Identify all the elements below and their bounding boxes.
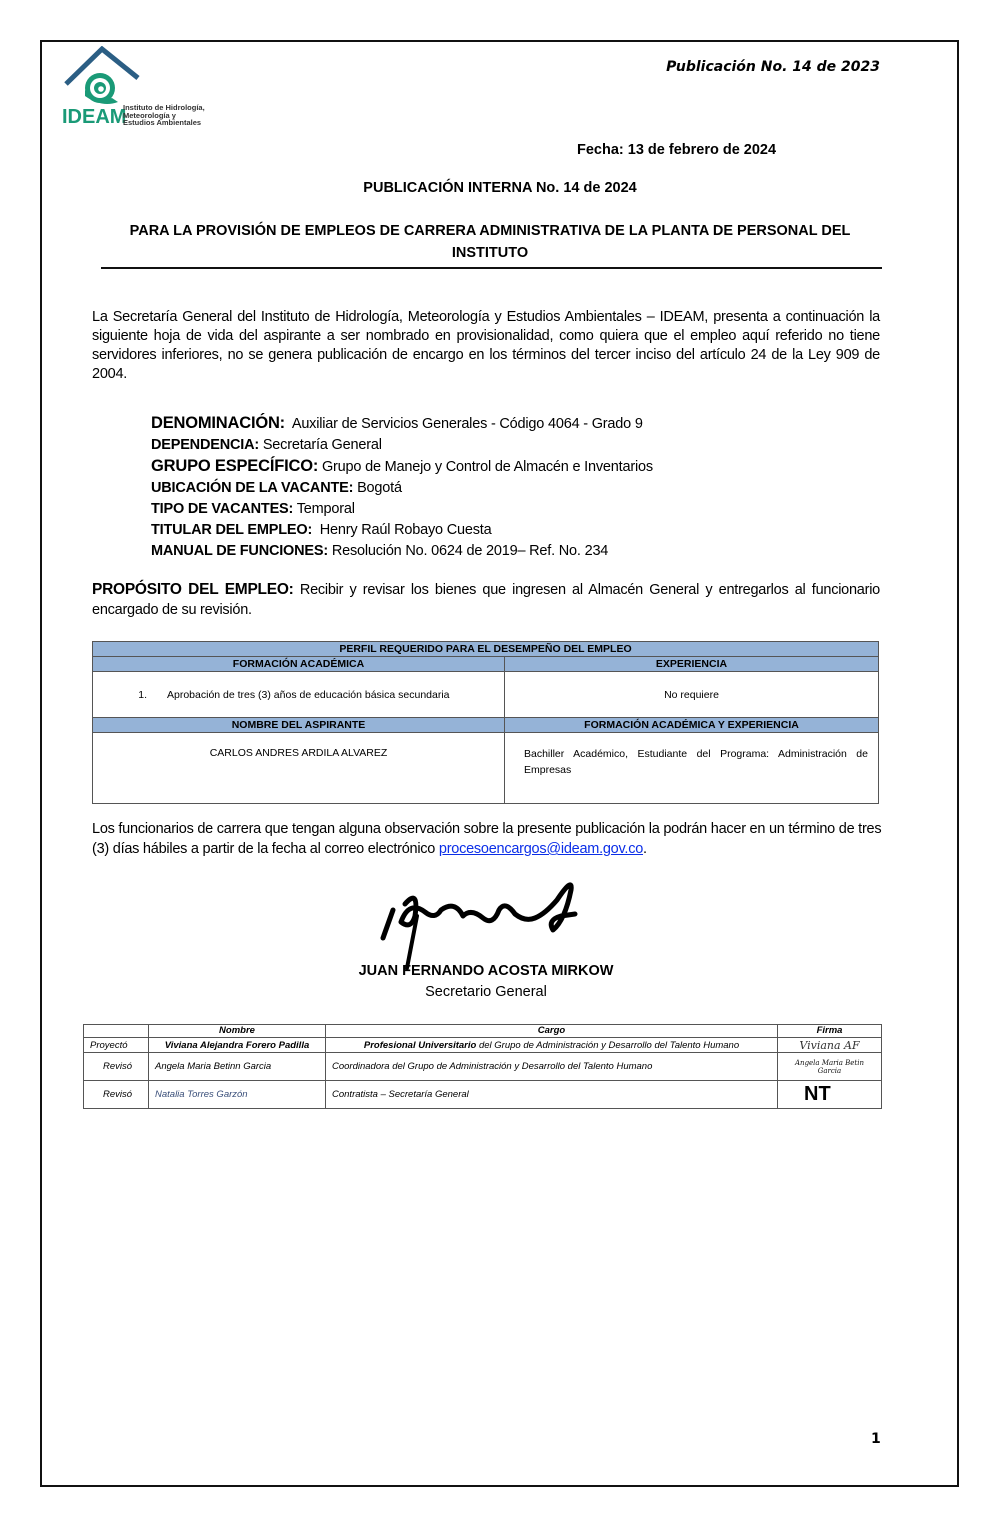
review-header-cargo: Cargo — [326, 1025, 778, 1038]
field-value: Secretaría General — [258, 437, 382, 453]
profile-table — [92, 641, 879, 804]
logo-subtitle — [123, 104, 233, 127]
col-header-formacion: FORMACIÓN ACADÉMICA — [93, 657, 505, 672]
col-header-formacion-experiencia: FORMACIÓN ACADÉMICA Y EXPERIENCIA — [505, 718, 879, 733]
review-cargo-rest: Coordinadora del Grupo de Administración y Desarrollo del Talento Humano — [332, 1061, 653, 1072]
closing-paragraph — [92, 819, 882, 859]
publication-reference: Publicación No. 14 de 2023 — [666, 59, 880, 75]
review-cargo-rest: Contratista – Secretaría General — [332, 1089, 469, 1100]
experience-cell: No requiere — [505, 672, 879, 718]
review-row — [84, 1053, 882, 1081]
review-cargo — [326, 1038, 778, 1053]
review-header-nombre: Nombre — [149, 1025, 326, 1038]
field-value: Resolución No. 0624 de 2019– Ref. No. 234 — [327, 543, 609, 559]
field-label: MANUAL DE FUNCIONES: — [151, 543, 328, 559]
col-header-experiencia: EXPERIENCIA — [505, 657, 879, 672]
field-value: Auxiliar de Servicios Generales - Código 4064 - Grado 9 — [284, 416, 643, 432]
field-value: Henry Raúl Robayo Cuesta — [312, 522, 492, 538]
review-name: Viviana Alejandra Forero Padilla — [149, 1038, 326, 1053]
field-ubicacion — [151, 478, 653, 499]
email-link[interactable]: procesoencargos@ideam.gov.co — [438, 841, 644, 857]
logo-subtitle-line: Estudios Ambientales — [123, 118, 202, 127]
page-number: 1 — [871, 1431, 881, 1447]
field-label: GRUPO ESPECÍFICO: — [151, 457, 319, 475]
field-tipo-vacantes — [151, 499, 653, 520]
field-value: Temporal — [293, 501, 355, 517]
education-cell — [93, 672, 505, 718]
review-role: Proyectó — [84, 1038, 149, 1053]
candidate-name: CARLOS ANDRES ARDILA ALVAREZ — [93, 733, 505, 804]
job-fields — [151, 413, 653, 562]
field-denominacion — [151, 413, 653, 435]
logo-acronym: IDEAM — [62, 106, 127, 128]
field-manual-funciones — [151, 541, 653, 562]
signature-image — [375, 870, 595, 970]
field-titular — [151, 520, 653, 541]
ideam-emblem-icon — [62, 46, 142, 108]
candidate-profile: Bachiller Académico, Estudiante del Programa: Administración de Empresas — [505, 733, 879, 804]
field-value: Bogotá — [353, 480, 402, 496]
document-title: PUBLICACIÓN INTERNA No. 14 de 2024 — [363, 180, 637, 196]
closing-end: . — [643, 841, 647, 857]
purpose-value: Recibir y revisar los bienes que ingresen al Almacén General y entregarlos al funcionario encargado de su revisión. — [92, 582, 884, 618]
profile-table-title: PERFIL REQUERIDO PARA EL DESEMPEÑO DEL EMPLEO — [93, 642, 879, 657]
document-subtitle: PARA LA PROVISIÓN DE EMPLEOS DE CARRERA ADMINISTRATIVA DE LA PLANTA DE PERSONAL DEL INSTITUTO — [129, 223, 851, 261]
intro-paragraph: La Secretaría General del Instituto de Hidrología, Meteorología y Estudios Ambientales – IDEAM, presenta a continuación la siguiente hoja de vida del aspirante a ser nombrado en provisionalidad, como quiera que el empleo aquí referido no tiene servidores inferiores, no se genera publicación de encargo en los términos del tercer inciso del artículo 24 de la Ley 909 de 2004. — [92, 309, 880, 382]
closing-text: Los funcionarios de carrera que tengan alguna observación sobre la presente publicación la podrán hacer en un término de tres (3) días hábiles a partir de la fecha al correo electrónico — [92, 821, 882, 857]
purpose-label: PROPÓSITO DEL EMPLEO: — [92, 581, 294, 598]
review-name: Natalia Torres Garzón — [149, 1081, 326, 1109]
field-label: DENOMINACIÓN: — [151, 414, 285, 432]
field-label: TIPO DE VACANTES: — [151, 501, 294, 517]
review-cargo-rest: del Grupo de Administración y Desarrollo del Talento Humano — [476, 1039, 740, 1051]
logo-subtitle-line: Meteorología y — [123, 110, 176, 120]
document-date: Fecha: 13 de febrero de 2024 — [577, 142, 777, 158]
title-divider — [101, 267, 882, 269]
signer-name: JUAN FERNANDO ACOSTA MIRKOW — [358, 963, 614, 979]
review-cargo — [326, 1053, 778, 1081]
field-value: Grupo de Manejo y Control de Almacén e Inventarios — [318, 459, 653, 475]
review-role: Revisó — [84, 1053, 149, 1081]
field-label: DEPENDENCIA: — [151, 437, 259, 453]
job-purpose — [92, 580, 884, 620]
field-dependencia — [151, 435, 653, 456]
review-cargo — [326, 1081, 778, 1109]
education-requirement: Aprobación de tres (3) años de educación básica secundaria — [167, 688, 450, 701]
field-label: TITULAR DEL EMPLEO: — [151, 522, 313, 538]
field-grupo-especifico — [151, 456, 653, 478]
review-name: Angela Maria Betinn Garcia — [149, 1053, 326, 1081]
review-header-empty — [84, 1025, 149, 1038]
review-signature: NT — [778, 1081, 882, 1109]
ideam-logo — [62, 46, 232, 130]
field-label: UBICACIÓN DE LA VACANTE: — [151, 480, 354, 496]
review-signature: Viviana AF — [778, 1038, 882, 1053]
logo-subtitle-line: Instituto de Hidrología, — [123, 103, 205, 112]
signer-role: Secretario General — [425, 984, 547, 1000]
review-row — [84, 1038, 882, 1053]
review-signature: Angela Maria Betin Garcia — [778, 1053, 882, 1081]
col-header-aspirante: NOMBRE DEL ASPIRANTE — [93, 718, 505, 733]
review-header-firma: Firma — [778, 1025, 882, 1038]
list-number: 1. — [138, 688, 147, 701]
review-row — [84, 1081, 882, 1109]
review-role: Revisó — [84, 1081, 149, 1109]
review-cargo-bold: Profesional Universitario — [363, 1039, 477, 1051]
review-table — [83, 1024, 882, 1109]
